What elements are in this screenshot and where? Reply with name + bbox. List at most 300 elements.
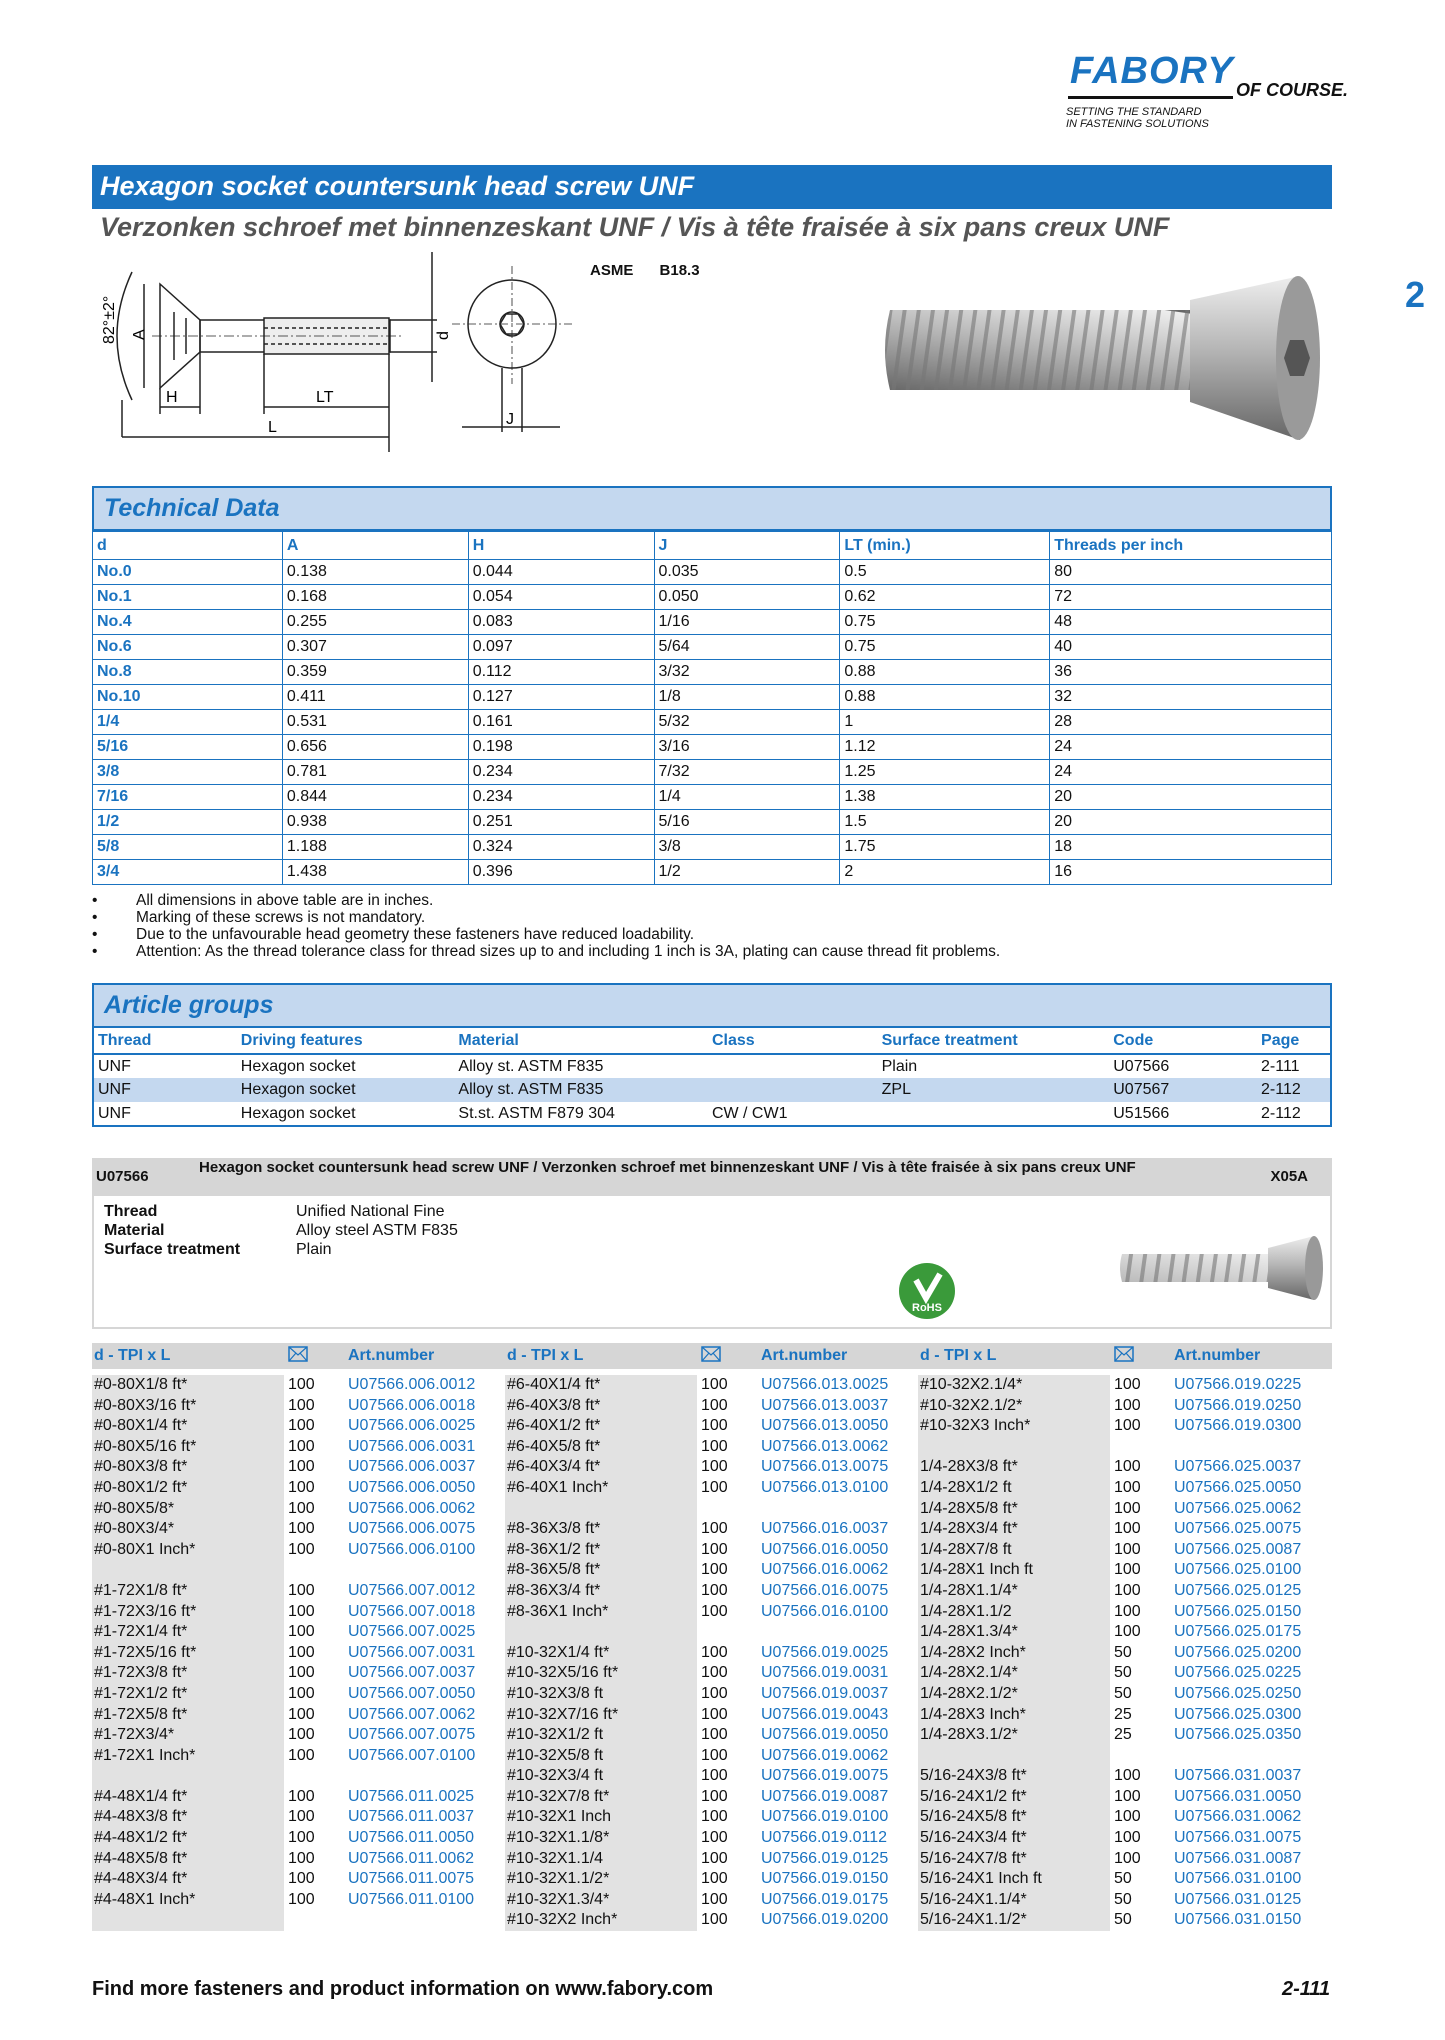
standard-org: ASME bbox=[590, 262, 634, 279]
article-quantity: 50 bbox=[1114, 1890, 1132, 1908]
article-group-column-header: Driving features bbox=[240, 1031, 363, 1049]
brand-tagline-2: IN FASTENING SOLUTIONS bbox=[1066, 118, 1209, 130]
table-cell: 2-112 bbox=[1257, 1078, 1331, 1102]
article-size bbox=[94, 1910, 284, 1931]
table-cell: 0.112 bbox=[468, 660, 654, 685]
table-cell: 0.083 bbox=[468, 610, 654, 635]
technical-notes bbox=[92, 892, 1000, 960]
article-size: #10-32X7/16 ft* bbox=[507, 1705, 619, 1723]
table-cell: No.8 bbox=[93, 660, 283, 685]
table-cell: 3/8 bbox=[654, 835, 840, 860]
article-number-link[interactable]: U07566.025.0200 bbox=[1174, 1643, 1302, 1661]
article-number-link[interactable]: U07566.031.0150 bbox=[1174, 1911, 1302, 1929]
drawing-label-a: A bbox=[131, 329, 148, 340]
article-size: #1-72X3/8 ft* bbox=[94, 1664, 188, 1682]
article-number-link[interactable]: U07566.025.0350 bbox=[1174, 1726, 1302, 1744]
article-size: #0-80X5/8* bbox=[94, 1499, 175, 1517]
article-number-link[interactable]: U07566.019.0112 bbox=[761, 1829, 888, 1847]
article-number-link[interactable]: U07566.025.0050 bbox=[1174, 1478, 1302, 1496]
article-quantity: 100 bbox=[701, 1581, 728, 1599]
table-row bbox=[93, 760, 1332, 785]
article-size: 1/4-28X1.1/4* bbox=[920, 1581, 1018, 1599]
table-cell: 72 bbox=[1050, 585, 1332, 610]
article-number-link[interactable]: U07566.013.0100 bbox=[761, 1478, 889, 1496]
article-number-link[interactable]: U07566.006.0031 bbox=[348, 1437, 476, 1455]
product-header bbox=[92, 1158, 1332, 1194]
table-cell: St.st. ASTM F879 304 bbox=[458, 1104, 615, 1122]
article-number-link[interactable]: U07566.025.0300 bbox=[1174, 1705, 1302, 1723]
drawing-label-j: J bbox=[506, 411, 514, 428]
article-size: #6-40X3/4 ft* bbox=[507, 1458, 601, 1476]
article-size: #1-72X1/8 ft* bbox=[94, 1581, 188, 1599]
table-cell: 0.781 bbox=[282, 760, 468, 785]
article-quantity: 100 bbox=[701, 1911, 728, 1929]
article-size-column bbox=[505, 1375, 697, 1931]
table-cell: 1/4 bbox=[93, 710, 283, 735]
article-number-link[interactable]: U07566.013.0025 bbox=[761, 1376, 889, 1393]
article-size: 1/4-28X1.1/2 bbox=[920, 1602, 1012, 1620]
table-cell: 1.12 bbox=[840, 735, 1050, 760]
table-cell: No.1 bbox=[93, 585, 283, 610]
article-size: #1-72X1/2 ft* bbox=[94, 1684, 188, 1702]
article-size: #10-32X2 Inch* bbox=[507, 1911, 618, 1929]
technical-data-heading: Technical Data bbox=[92, 486, 1332, 531]
article-size: 1/4-28X3/4 ft* bbox=[920, 1520, 1018, 1538]
table-cell: 0.656 bbox=[282, 735, 468, 760]
article-size: 5/16-24X1.1/2* bbox=[920, 1911, 1027, 1929]
brand-slogan: OF COURSE. bbox=[1236, 80, 1349, 100]
table-row bbox=[93, 785, 1332, 810]
note-item: • All dimensions in above table are in inches. bbox=[92, 892, 1000, 909]
article-number-link[interactable]: U07566.019.0175 bbox=[761, 1890, 889, 1908]
article-quantity: 25 bbox=[1114, 1726, 1132, 1744]
article-number-link[interactable]: U07566.016.0075 bbox=[761, 1581, 889, 1599]
table-cell: 0.938 bbox=[282, 810, 468, 835]
product-title: Hexagon socket countersunk head screw UNF / Verzonken schroef met binnenzeskant UNF / Vis à tête fraisée à six pans creux UNF bbox=[199, 1159, 1136, 1176]
table-cell: 3/4 bbox=[93, 860, 283, 885]
table-cell: 1/16 bbox=[654, 610, 840, 635]
table-row[interactable] bbox=[93, 1078, 1331, 1102]
article-number-link[interactable]: U07566.006.0075 bbox=[348, 1520, 476, 1538]
article-quantity: 100 bbox=[701, 1890, 728, 1908]
table-cell: U07566 bbox=[1109, 1054, 1257, 1078]
article-quantity: 100 bbox=[288, 1581, 315, 1599]
table-cell: 5/8 bbox=[93, 835, 283, 860]
article-size-column bbox=[918, 1375, 1110, 1931]
table-cell: 0.050 bbox=[654, 585, 840, 610]
table-cell: 24 bbox=[1050, 735, 1332, 760]
article-number-link[interactable]: U07566.031.0100 bbox=[1174, 1870, 1302, 1888]
article-size: #8-36X1/2 ft* bbox=[507, 1540, 601, 1558]
article-quantity: 100 bbox=[288, 1787, 315, 1805]
article-number-link[interactable]: U07566.025.0062 bbox=[1174, 1499, 1302, 1517]
article-groups-section bbox=[92, 983, 1332, 1127]
table-row bbox=[93, 610, 1332, 635]
article-size: #6-40X3/8 ft* bbox=[507, 1396, 601, 1414]
article-number-link[interactable]: U07566.006.0100 bbox=[348, 1540, 476, 1558]
article-number-link[interactable]: U07566.013.0050 bbox=[761, 1417, 889, 1435]
table-row[interactable] bbox=[93, 1102, 1331, 1126]
envelope-icon bbox=[1114, 1345, 1134, 1368]
article-number-link[interactable]: U07566.007.0100 bbox=[348, 1746, 476, 1764]
article-quantity: 100 bbox=[288, 1540, 315, 1558]
article-size: #4-48X3/4 ft* bbox=[94, 1870, 188, 1888]
table-cell: 0.411 bbox=[282, 685, 468, 710]
article-size: #6-40X1 Inch* bbox=[507, 1478, 609, 1496]
table-cell: 0.324 bbox=[468, 835, 654, 860]
table-cell bbox=[708, 1078, 878, 1102]
table-cell: 0.88 bbox=[840, 685, 1050, 710]
article-quantity: 50 bbox=[1114, 1643, 1132, 1661]
article-quantity bbox=[701, 1622, 761, 1643]
table-cell: 28 bbox=[1050, 710, 1332, 735]
article-size: #6-40X1/4 ft* bbox=[507, 1376, 601, 1393]
article-number-link[interactable]: U07566.031.0050 bbox=[1174, 1787, 1302, 1805]
article-number-link[interactable]: U07566.011.0100 bbox=[348, 1890, 475, 1908]
article-number-link[interactable]: U07566.019.0062 bbox=[761, 1746, 889, 1764]
table-cell: 0.531 bbox=[282, 710, 468, 735]
article-quantity: 100 bbox=[288, 1376, 315, 1393]
article-quantity: 100 bbox=[1114, 1499, 1141, 1517]
drawing-label-d: d bbox=[435, 331, 452, 340]
article-size: #6-40X5/8 ft* bbox=[507, 1437, 601, 1455]
article-quantity: 100 bbox=[1114, 1396, 1141, 1414]
table-cell: 0.234 bbox=[468, 760, 654, 785]
article-size: #10-32X1.1/2* bbox=[507, 1870, 610, 1888]
article-number-link bbox=[348, 1560, 504, 1581]
article-quantity bbox=[288, 1766, 348, 1787]
article-number-link[interactable]: U07566.019.0025 bbox=[761, 1643, 889, 1661]
table-cell: 24 bbox=[1050, 760, 1332, 785]
article-quantity: 100 bbox=[701, 1767, 728, 1785]
drawing-label-h: H bbox=[166, 389, 178, 406]
article-number-link[interactable]: U07566.025.0125 bbox=[1174, 1581, 1302, 1599]
article-number-link[interactable]: U07566.019.0031 bbox=[761, 1664, 889, 1682]
article-number-link[interactable]: U07566.007.0062 bbox=[348, 1705, 476, 1723]
article-quantity: 100 bbox=[288, 1829, 315, 1847]
table-cell: 0.044 bbox=[468, 560, 654, 585]
table-cell bbox=[708, 1054, 878, 1078]
property-label: Thread bbox=[104, 1203, 158, 1220]
article-number-link[interactable]: U07566.013.0037 bbox=[761, 1396, 889, 1414]
note-item: • Marking of these screws is not mandatory. bbox=[92, 909, 1000, 926]
article-size: #1-72X3/16 ft* bbox=[94, 1602, 197, 1620]
article-quantity: 100 bbox=[1114, 1417, 1141, 1435]
article-quantity: 100 bbox=[288, 1602, 315, 1620]
article-quantity-column bbox=[1114, 1375, 1174, 1931]
article-size: 1/4-28X1/2 ft bbox=[920, 1478, 1012, 1496]
article-number-link[interactable]: U07566.007.0031 bbox=[348, 1643, 476, 1661]
article-quantity: 100 bbox=[288, 1746, 315, 1764]
article-number-link[interactable]: U07566.019.0225 bbox=[1174, 1376, 1302, 1393]
article-size: #1-72X5/16 ft* bbox=[94, 1643, 197, 1661]
article-number-link[interactable]: U07566.025.0100 bbox=[1174, 1561, 1302, 1579]
article-number-link[interactable]: U07566.025.0175 bbox=[1174, 1623, 1302, 1641]
article-number-link[interactable]: U07566.019.0150 bbox=[761, 1870, 889, 1888]
article-number-link[interactable]: U07566.025.0075 bbox=[1174, 1520, 1302, 1538]
article-size: #1-72X1/4 ft* bbox=[94, 1623, 188, 1641]
table-row bbox=[93, 835, 1332, 860]
article-group-column-header: Material bbox=[458, 1031, 519, 1049]
article-quantity: 100 bbox=[1114, 1623, 1141, 1641]
table-row bbox=[93, 735, 1332, 760]
table-cell: UNF bbox=[93, 1054, 237, 1078]
property-value: Unified National Fine bbox=[296, 1203, 445, 1220]
article-quantity: 100 bbox=[701, 1396, 728, 1414]
article-quantity: 50 bbox=[1114, 1684, 1132, 1702]
article-col-number-header: Art.number bbox=[348, 1347, 435, 1364]
table-cell: 5/64 bbox=[654, 635, 840, 660]
tech-column-header: H bbox=[468, 532, 654, 560]
article-number-link[interactable]: U07566.011.0050 bbox=[348, 1829, 475, 1847]
article-quantity: 100 bbox=[288, 1437, 315, 1455]
table-cell: 3/8 bbox=[93, 760, 283, 785]
technical-drawing bbox=[92, 252, 592, 452]
article-col-d-header: d - TPI x L bbox=[507, 1347, 584, 1364]
article-number-link[interactable]: U07566.025.0250 bbox=[1174, 1684, 1302, 1702]
article-size: #4-48X3/8 ft* bbox=[94, 1808, 188, 1826]
article-number-link[interactable]: U07566.025.0150 bbox=[1174, 1602, 1302, 1620]
article-quantity: 100 bbox=[701, 1602, 728, 1620]
article-size: #4-48X5/8 ft* bbox=[94, 1849, 188, 1867]
article-quantity: 100 bbox=[701, 1561, 728, 1579]
article-number-column bbox=[1174, 1375, 1330, 1931]
article-number-link bbox=[761, 1499, 917, 1520]
table-cell: 16 bbox=[1050, 860, 1332, 885]
table-cell: 0.161 bbox=[468, 710, 654, 735]
table-row bbox=[93, 710, 1332, 735]
article-quantity: 100 bbox=[701, 1664, 728, 1682]
article-size: #0-80X1 Inch* bbox=[94, 1540, 196, 1558]
article-size: #4-48X1/2 ft* bbox=[94, 1829, 188, 1847]
article-quantity: 100 bbox=[701, 1643, 728, 1661]
property-value: Plain bbox=[296, 1241, 332, 1258]
article-number-link[interactable]: U07566.031.0125 bbox=[1174, 1890, 1302, 1908]
article-number-link bbox=[1174, 1437, 1330, 1458]
table-cell: 0.198 bbox=[468, 735, 654, 760]
article-number-link[interactable]: U07566.016.0037 bbox=[761, 1520, 889, 1538]
brand-tagline-1: SETTING THE STANDARD bbox=[1066, 106, 1202, 118]
article-size bbox=[507, 1499, 697, 1520]
article-size: #4-48X1/4 ft* bbox=[94, 1787, 188, 1805]
article-number-link[interactable]: U07566.025.0225 bbox=[1174, 1664, 1302, 1682]
article-list-header bbox=[918, 1343, 1332, 1369]
table-cell: 3/32 bbox=[654, 660, 840, 685]
article-number-link[interactable]: U07566.006.0018 bbox=[348, 1396, 476, 1414]
article-size: 5/16-24X1/2 ft* bbox=[920, 1787, 1027, 1805]
article-number-link[interactable]: U07566.019.0075 bbox=[761, 1767, 889, 1785]
table-cell: UNF bbox=[93, 1078, 237, 1102]
footer-text: Find more fasteners and product information on www.fabory.com bbox=[92, 1978, 714, 2000]
article-number-link[interactable]: U07566.019.0250 bbox=[1174, 1396, 1302, 1414]
article-number-link[interactable]: U07566.019.0200 bbox=[761, 1911, 889, 1929]
article-size: #1-72X1 Inch* bbox=[94, 1746, 196, 1764]
article-size: #0-80X3/16 ft* bbox=[94, 1396, 197, 1414]
article-number-link[interactable]: U07566.019.0087 bbox=[761, 1787, 889, 1805]
article-size: 5/16-24X1 Inch ft bbox=[920, 1870, 1042, 1888]
article-quantity: 100 bbox=[288, 1478, 315, 1496]
table-cell: Hexagon socket bbox=[240, 1104, 356, 1122]
page-number: 2-111 bbox=[1282, 1978, 1331, 2000]
article-quantity: 100 bbox=[701, 1540, 728, 1558]
article-quantity bbox=[288, 1560, 348, 1581]
article-quantity: 50 bbox=[1114, 1664, 1132, 1682]
table-cell: 0.396 bbox=[468, 860, 654, 885]
table-cell: 0.035 bbox=[654, 560, 840, 585]
article-number-link[interactable]: U07566.013.0062 bbox=[761, 1437, 889, 1455]
article-group-column-header: Thread bbox=[98, 1031, 152, 1049]
table-row bbox=[93, 810, 1332, 835]
article-quantity-column bbox=[701, 1375, 761, 1931]
article-number-link[interactable]: U07566.019.0037 bbox=[761, 1684, 889, 1702]
article-number-link[interactable]: U07566.025.0037 bbox=[1174, 1458, 1302, 1476]
article-number-link[interactable]: U07566.006.0037 bbox=[348, 1458, 476, 1476]
table-row[interactable] bbox=[93, 1054, 1331, 1078]
article-number-link[interactable]: U07566.007.0050 bbox=[348, 1684, 476, 1702]
article-number-link[interactable]: U07566.016.0062 bbox=[761, 1561, 889, 1579]
article-number-link[interactable]: U07566.019.0050 bbox=[761, 1726, 889, 1744]
property-label: Material bbox=[104, 1222, 165, 1239]
table-cell: 36 bbox=[1050, 660, 1332, 685]
article-quantity: 100 bbox=[1114, 1561, 1141, 1579]
table-cell: No.0 bbox=[93, 560, 283, 585]
table-cell: 0.359 bbox=[282, 660, 468, 685]
article-number-link[interactable]: U07566.007.0025 bbox=[348, 1623, 476, 1641]
article-size: #1-72X5/8 ft* bbox=[94, 1705, 188, 1723]
article-number-link[interactable]: U07566.006.0025 bbox=[348, 1417, 476, 1435]
article-quantity: 100 bbox=[288, 1664, 315, 1682]
article-number-link[interactable]: U07566.011.0025 bbox=[348, 1787, 475, 1805]
article-number-link[interactable]: U07566.031.0037 bbox=[1174, 1767, 1302, 1785]
article-size: #0-80X5/16 ft* bbox=[94, 1437, 197, 1455]
table-cell bbox=[878, 1102, 1110, 1126]
article-number-link[interactable]: U07566.006.0062 bbox=[348, 1499, 476, 1517]
article-quantity: 100 bbox=[288, 1643, 315, 1661]
article-size: 1/4-28X1 Inch ft bbox=[920, 1561, 1033, 1579]
table-cell: 2 bbox=[840, 860, 1050, 885]
article-size: #10-32X2.1/2* bbox=[920, 1396, 1023, 1414]
article-number-link[interactable]: U07566.007.0075 bbox=[348, 1726, 476, 1744]
article-size: #0-80X3/8 ft* bbox=[94, 1458, 188, 1476]
article-number-link[interactable]: U07566.019.0300 bbox=[1174, 1417, 1302, 1435]
article-size: 5/16-24X5/8 ft* bbox=[920, 1808, 1027, 1826]
article-quantity: 100 bbox=[701, 1417, 728, 1435]
table-cell: 5/32 bbox=[654, 710, 840, 735]
drawing-label-lt: LT bbox=[316, 389, 334, 406]
article-quantity: 100 bbox=[288, 1849, 315, 1867]
article-quantity: 100 bbox=[288, 1890, 315, 1908]
article-size: #0-80X1/4 ft* bbox=[94, 1417, 188, 1435]
article-number-link[interactable]: U07566.025.0087 bbox=[1174, 1540, 1302, 1558]
article-number-link[interactable]: U07566.031.0075 bbox=[1174, 1829, 1302, 1847]
standard-reference bbox=[590, 262, 722, 279]
screw-product-image bbox=[880, 270, 1340, 450]
article-quantity bbox=[701, 1499, 761, 1520]
article-number-column bbox=[348, 1375, 504, 1931]
article-size: 5/16-24X1.1/4* bbox=[920, 1890, 1027, 1908]
page-title: Hexagon socket countersunk head screw UNF bbox=[92, 165, 1332, 209]
note-item: • Due to the unfavourable head geometry these fasteners have reduced loadability. bbox=[92, 926, 1000, 943]
table-cell: UNF bbox=[98, 1104, 131, 1122]
article-quantity: 100 bbox=[288, 1520, 315, 1538]
article-quantity: 100 bbox=[701, 1746, 728, 1764]
table-cell: 5/16 bbox=[654, 810, 840, 835]
brand-logo: FABORY bbox=[1070, 50, 1234, 92]
article-size: 1/4-28X5/8 ft* bbox=[920, 1499, 1018, 1517]
article-number-link[interactable]: U07566.016.0050 bbox=[761, 1540, 889, 1558]
article-quantity: 100 bbox=[288, 1396, 315, 1414]
article-size bbox=[920, 1437, 1110, 1458]
article-number-link[interactable]: U07566.016.0100 bbox=[761, 1602, 889, 1620]
article-quantity: 100 bbox=[288, 1808, 315, 1826]
table-cell: 3/16 bbox=[654, 735, 840, 760]
article-list-header bbox=[505, 1343, 918, 1369]
table-cell: 0.234 bbox=[468, 785, 654, 810]
article-number-link[interactable]: U07566.013.0075 bbox=[761, 1458, 889, 1476]
article-quantity: 100 bbox=[701, 1437, 728, 1455]
article-group-column-header: Surface treatment bbox=[881, 1031, 1018, 1049]
article-number-link[interactable]: U07566.011.0037 bbox=[348, 1808, 475, 1826]
article-list-header bbox=[92, 1343, 505, 1369]
article-number-link[interactable]: U07566.006.0050 bbox=[348, 1478, 476, 1496]
article-number-link bbox=[348, 1766, 504, 1787]
rohs-badge bbox=[898, 1262, 956, 1320]
article-number-link[interactable]: U07566.007.0012 bbox=[348, 1581, 476, 1599]
article-quantity: 100 bbox=[701, 1520, 728, 1538]
article-number-link[interactable]: U07566.006.0012 bbox=[348, 1376, 476, 1393]
table-cell: 18 bbox=[1050, 835, 1332, 860]
article-quantity bbox=[1114, 1746, 1174, 1767]
article-size: #10-32X1.1/8* bbox=[507, 1829, 610, 1847]
article-size: 1/4-28X7/8 ft bbox=[920, 1540, 1012, 1558]
table-cell: 20 bbox=[1050, 810, 1332, 835]
article-quantity: 100 bbox=[701, 1376, 728, 1393]
article-number-link bbox=[761, 1622, 917, 1643]
table-row bbox=[93, 560, 1332, 585]
table-cell: 2-112 bbox=[1261, 1104, 1301, 1122]
article-number-link[interactable]: U07566.011.0075 bbox=[348, 1870, 475, 1888]
article-number-link[interactable]: U07566.011.0062 bbox=[348, 1849, 475, 1867]
technical-data-table bbox=[92, 531, 1332, 885]
table-cell: 0.168 bbox=[282, 585, 468, 610]
article-quantity: 100 bbox=[1114, 1478, 1141, 1496]
table-cell: U07567 bbox=[1109, 1078, 1257, 1102]
article-number-link[interactable]: U07566.007.0018 bbox=[348, 1602, 476, 1620]
article-quantity: 100 bbox=[1114, 1808, 1141, 1826]
article-size bbox=[507, 1622, 697, 1643]
table-row bbox=[93, 635, 1332, 660]
article-quantity: 100 bbox=[288, 1458, 315, 1476]
table-cell: No.10 bbox=[93, 685, 283, 710]
article-number-link[interactable]: U07566.031.0062 bbox=[1174, 1808, 1302, 1826]
product-thumbnail-image bbox=[1118, 1232, 1328, 1302]
article-number-link[interactable]: U07566.007.0037 bbox=[348, 1664, 476, 1682]
article-number-link[interactable]: U07566.019.0125 bbox=[761, 1849, 889, 1867]
table-cell: 1 bbox=[840, 710, 1050, 735]
table-cell: No.4 bbox=[93, 610, 283, 635]
article-size: #4-48X1 Inch* bbox=[94, 1890, 196, 1908]
article-number-link[interactable]: U07566.019.0043 bbox=[761, 1705, 889, 1723]
article-quantity bbox=[288, 1910, 348, 1931]
article-size: #10-32X1/2 ft bbox=[507, 1726, 604, 1744]
article-col-number-header: Art.number bbox=[1174, 1347, 1261, 1364]
article-size: #0-80X1/8 ft* bbox=[94, 1376, 188, 1393]
article-number-link[interactable]: U07566.019.0100 bbox=[761, 1808, 889, 1826]
tech-column-header: J bbox=[654, 532, 840, 560]
article-number-link[interactable]: U07566.031.0087 bbox=[1174, 1849, 1302, 1867]
article-quantity: 100 bbox=[288, 1417, 315, 1435]
table-cell: 0.138 bbox=[282, 560, 468, 585]
